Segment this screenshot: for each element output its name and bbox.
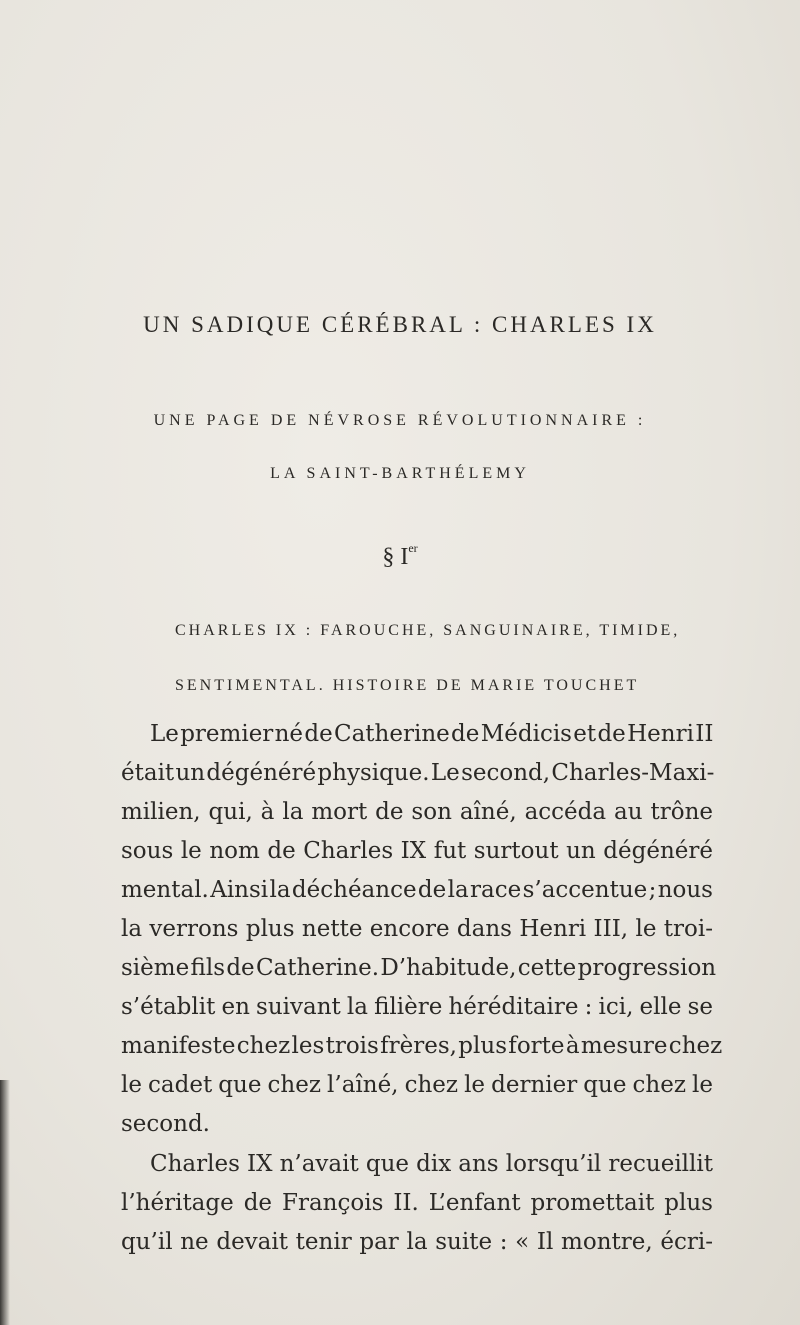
chapter-subtitle-line-1: UNE PAGE DE NÉVROSE RÉVOLUTIONNAIRE : bbox=[153, 412, 647, 429]
chapter-subtitle-line-2: LA SAINT-BARTHÉLEMY bbox=[270, 465, 530, 482]
text-line: sième fils de Catherine. D’habitude, cette progression bbox=[121, 955, 717, 981]
text-line: manifeste chez les trois frères, plus forte à mesure chez bbox=[121, 1033, 723, 1059]
text-line: Le premier né de Catherine de Médicis et de Henri II bbox=[150, 721, 714, 747]
section-number bbox=[0, 541, 800, 571]
text-line: sous le nom de Charles IX fut surtout un dégénéré bbox=[121, 838, 713, 864]
text-line: s’établit en suivant la filière héréditaire : ici, elle se bbox=[121, 994, 713, 1020]
text-line: le cadet que chez l’aîné, chez le dernier que chez le bbox=[121, 1072, 713, 1098]
text-line: la verrons plus nette encore dans Henri III, le troi- bbox=[121, 916, 713, 942]
section-superscript: er bbox=[408, 541, 418, 555]
section-mark: § I bbox=[382, 544, 409, 570]
paragraph-1 bbox=[121, 715, 723, 1144]
section-heading-line-1: CHARLES IX : FAROUCHE, SANGUINAIRE, TIMIDE, bbox=[175, 622, 681, 639]
text-line: l’héritage de François II. L’enfant promettait plus bbox=[121, 1190, 713, 1216]
text-line: milien, qui, à la mort de son aîné, accéda au trône bbox=[121, 799, 713, 825]
page-edge-shadow bbox=[0, 1080, 10, 1325]
text-line: qu’il ne devait tenir par la suite : « Il montre, écri- bbox=[121, 1229, 713, 1255]
text-line: second. bbox=[121, 1111, 210, 1137]
text-line: Charles IX n’avait que dix ans lorsqu’il recueillit bbox=[150, 1151, 713, 1177]
text-line: mental. Ainsi la déchéance de la race s’accentue ; nous bbox=[121, 877, 713, 903]
paragraph-2 bbox=[121, 1145, 713, 1262]
section-heading-line-2: SENTIMENTAL. HISTOIRE DE MARIE TOUCHET bbox=[175, 677, 640, 694]
chapter-title: UN SADIQUE CÉRÉBRAL : CHARLES IX bbox=[143, 312, 657, 337]
text-line: était un dégénéré physique. Le second, Charles-Maxi- bbox=[121, 760, 715, 786]
